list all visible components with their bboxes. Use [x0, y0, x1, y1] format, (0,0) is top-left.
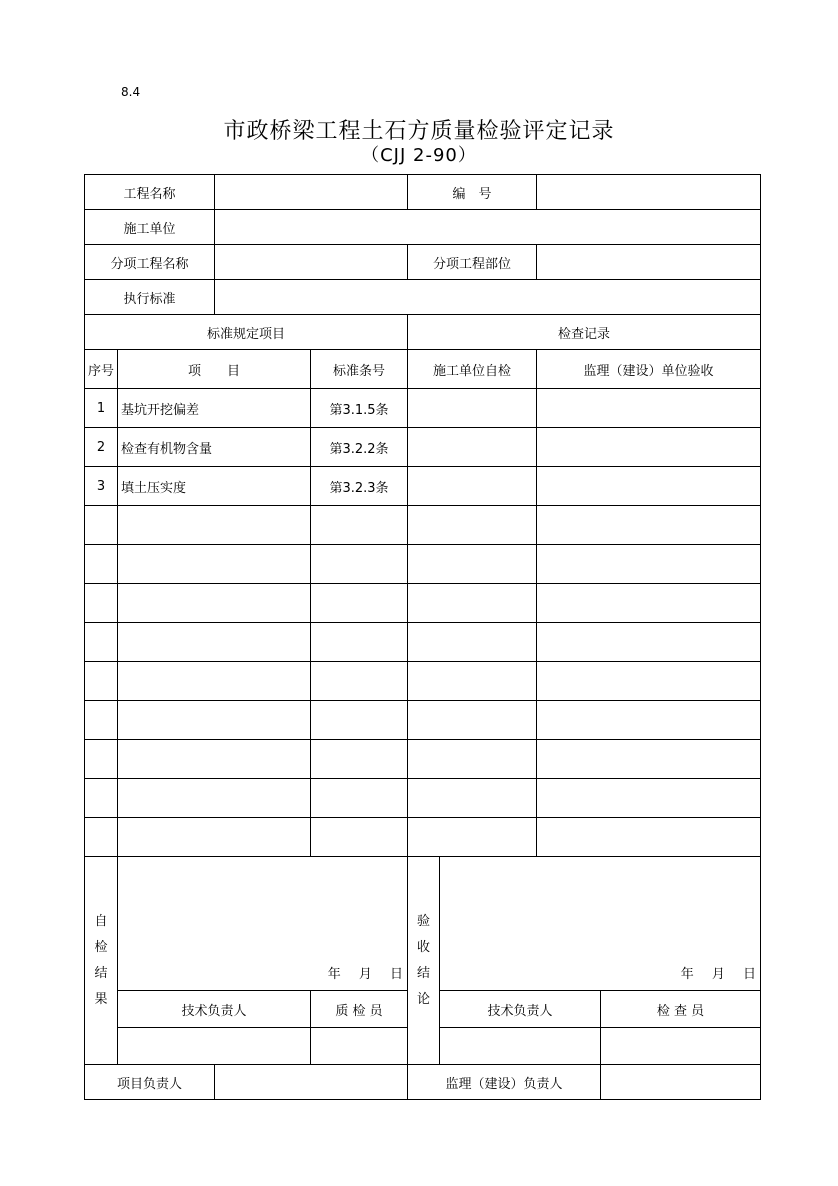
supervisor-check-cell[interactable] — [537, 623, 761, 662]
supervisor-check-cell[interactable] — [537, 467, 761, 506]
self-check-cell[interactable] — [408, 389, 537, 428]
item-row — [85, 428, 761, 467]
standard-field[interactable] — [215, 280, 761, 315]
item-clause: 第3.1.5条 — [311, 389, 408, 428]
item-row — [85, 467, 761, 506]
tech-lead-label: 技术负责人 — [118, 991, 311, 1028]
project-name-field[interactable] — [215, 175, 408, 210]
item-header: 项 目 — [118, 350, 311, 389]
item-clause[interactable] — [311, 584, 408, 623]
empty-item-row — [85, 623, 761, 662]
self-check-cell[interactable] — [408, 818, 537, 857]
acceptance-label: 验 收 结 论 — [408, 857, 440, 1065]
sub-project-part-field[interactable] — [537, 245, 761, 280]
item-seq[interactable] — [85, 701, 118, 740]
item-name: 基坑开挖偏差 — [118, 389, 311, 428]
form-subtitle: （CJJ 2-90） — [361, 145, 477, 166]
lead-row — [85, 1065, 761, 1100]
item-name[interactable] — [118, 506, 311, 545]
item-name[interactable] — [118, 779, 311, 818]
item-seq: 3 — [85, 467, 118, 506]
acceptance-date[interactable]: 年 月 日 — [440, 857, 761, 991]
item-seq: 2 — [85, 428, 118, 467]
supervisor-check-cell[interactable] — [537, 701, 761, 740]
item-seq[interactable] — [85, 623, 118, 662]
supervisor-check-cell[interactable] — [537, 389, 761, 428]
self-check-header: 施工单位自检 — [408, 350, 537, 389]
item-clause: 第3.2.2条 — [311, 428, 408, 467]
item-name[interactable] — [118, 545, 311, 584]
number-field[interactable] — [537, 175, 761, 210]
standard-row — [85, 280, 761, 315]
supervisor-lead-label: 监理（建设）负责人 — [408, 1065, 601, 1100]
empty-item-row — [85, 545, 761, 584]
item-seq: 1 — [85, 389, 118, 428]
item-name[interactable] — [118, 701, 311, 740]
column-header-row — [85, 350, 761, 389]
form-code: 8.4 — [121, 85, 141, 99]
quality-inspector-signature[interactable] — [311, 1028, 408, 1065]
self-check-cell[interactable] — [408, 740, 537, 779]
item-clause[interactable] — [311, 662, 408, 701]
item-seq[interactable] — [85, 584, 118, 623]
item-name[interactable] — [118, 662, 311, 701]
project-name-label: 工程名称 — [85, 175, 215, 210]
supervisor-check-cell[interactable] — [537, 506, 761, 545]
item-name[interactable] — [118, 740, 311, 779]
item-row — [85, 389, 761, 428]
item-seq[interactable] — [85, 740, 118, 779]
self-result-label: 自 检 结 果 — [85, 857, 118, 1065]
sub-project-row — [85, 245, 761, 280]
form-title: 市政桥梁工程土石方质量检验评定记录 — [223, 119, 615, 144]
supervisor-check-cell[interactable] — [537, 740, 761, 779]
supervisor-check-cell[interactable] — [537, 428, 761, 467]
supervisor-check-header: 监理（建设）单位验收 — [537, 350, 761, 389]
item-seq[interactable] — [85, 818, 118, 857]
self-check-cell[interactable] — [408, 701, 537, 740]
project-name-row — [85, 175, 761, 210]
supervisor-check-cell[interactable] — [537, 545, 761, 584]
contractor-label: 施工单位 — [85, 210, 215, 245]
item-clause: 第3.2.3条 — [311, 467, 408, 506]
project-lead-signature[interactable] — [215, 1065, 408, 1100]
item-clause[interactable] — [311, 740, 408, 779]
empty-item-row — [85, 584, 761, 623]
item-seq[interactable] — [85, 779, 118, 818]
sub-project-part-label: 分项工程部位 — [408, 245, 537, 280]
supervisor-lead-signature[interactable] — [601, 1065, 761, 1100]
empty-item-row — [85, 662, 761, 701]
section-header-row — [85, 315, 761, 350]
standard-items-header: 标准规定项目 — [85, 315, 408, 350]
self-check-cell[interactable] — [408, 662, 537, 701]
item-clause[interactable] — [311, 818, 408, 857]
quality-inspector-label: 质 检 员 — [311, 991, 408, 1028]
item-clause[interactable] — [311, 779, 408, 818]
contractor-row — [85, 210, 761, 245]
item-clause[interactable] — [311, 545, 408, 584]
item-name[interactable] — [118, 584, 311, 623]
self-check-cell[interactable] — [408, 506, 537, 545]
seq-header: 序号 — [85, 350, 118, 389]
self-result-date[interactable]: 年 月 日 — [118, 857, 408, 991]
self-check-cell[interactable] — [408, 428, 537, 467]
acceptance-tech-lead-label: 技术负责人 — [440, 991, 601, 1028]
item-seq[interactable] — [85, 545, 118, 584]
item-clause[interactable] — [311, 701, 408, 740]
result-row — [85, 857, 761, 991]
standard-label: 执行标准 — [85, 280, 215, 315]
self-check-cell[interactable] — [408, 779, 537, 818]
acceptance-tech-lead-signature[interactable] — [440, 1028, 601, 1065]
self-check-cell[interactable] — [408, 623, 537, 662]
inspection-records-header: 检查记录 — [408, 315, 761, 350]
empty-item-row — [85, 818, 761, 857]
project-lead-label: 项目负责人 — [85, 1065, 215, 1100]
item-name[interactable] — [118, 818, 311, 857]
inspector-signature[interactable] — [601, 1028, 761, 1065]
inspection-form-table — [84, 174, 761, 1100]
sub-project-field[interactable] — [215, 245, 408, 280]
clause-header: 标准条号 — [311, 350, 408, 389]
item-seq[interactable] — [85, 506, 118, 545]
empty-item-row — [85, 506, 761, 545]
supervisor-check-cell[interactable] — [537, 662, 761, 701]
supervisor-check-cell[interactable] — [537, 584, 761, 623]
self-check-cell[interactable] — [408, 584, 537, 623]
empty-item-row — [85, 779, 761, 818]
self-check-cell[interactable] — [408, 467, 537, 506]
item-name: 检查有机物含量 — [118, 428, 311, 467]
contractor-field[interactable] — [215, 210, 761, 245]
item-name[interactable] — [118, 623, 311, 662]
inspector-label: 检 查 员 — [601, 991, 761, 1028]
supervisor-check-cell[interactable] — [537, 818, 761, 857]
number-label: 编 号 — [408, 175, 537, 210]
item-seq[interactable] — [85, 662, 118, 701]
self-check-cell[interactable] — [408, 545, 537, 584]
item-clause[interactable] — [311, 623, 408, 662]
item-name: 填土压实度 — [118, 467, 311, 506]
item-clause[interactable] — [311, 506, 408, 545]
supervisor-check-cell[interactable] — [537, 779, 761, 818]
empty-item-row — [85, 701, 761, 740]
tech-lead-signature[interactable] — [118, 1028, 311, 1065]
empty-item-row — [85, 740, 761, 779]
sub-project-label: 分项工程名称 — [85, 245, 215, 280]
